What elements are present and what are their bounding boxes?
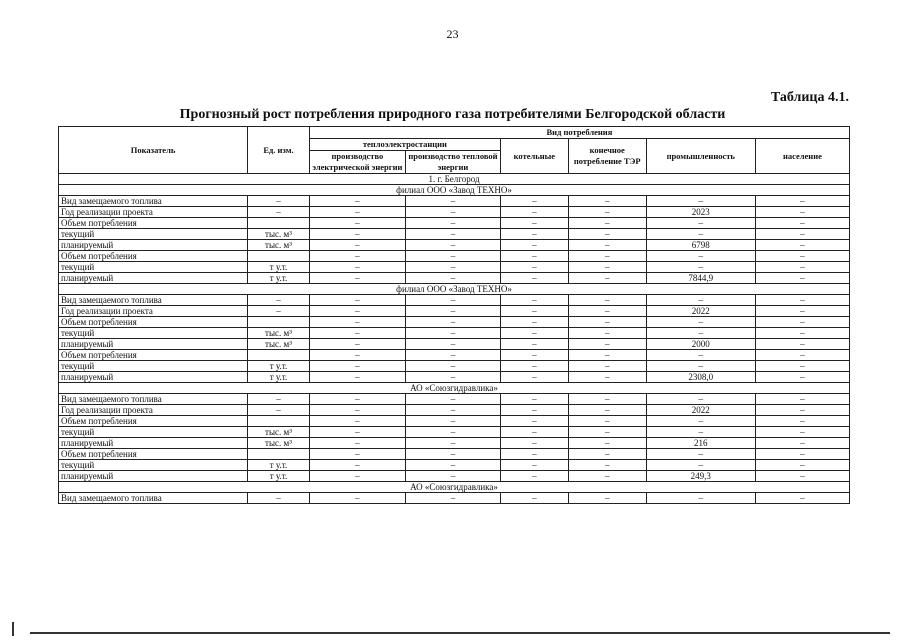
header-thermal: производство тепловой энергии [405, 151, 500, 174]
cell-electric: – [309, 350, 405, 361]
cell-electric: – [309, 449, 405, 460]
cell-population: – [755, 339, 849, 350]
cell-final: – [568, 207, 646, 218]
cell-industry: – [646, 262, 755, 273]
row-label: текущий [59, 229, 248, 240]
cell-industry: 2000 [646, 339, 755, 350]
table-row [59, 306, 850, 317]
table-header [59, 127, 850, 174]
cell-industry: 216 [646, 438, 755, 449]
cell-boilers: – [500, 328, 568, 339]
table-row [59, 350, 850, 361]
cell-thermal: – [405, 361, 500, 372]
cell-thermal: – [405, 405, 500, 416]
cell-boilers: – [500, 306, 568, 317]
cell-boilers: – [500, 218, 568, 229]
cell-thermal: – [405, 229, 500, 240]
cell-boilers: – [500, 317, 568, 328]
cell-industry: – [646, 493, 755, 504]
cell-population: – [755, 240, 849, 251]
cell-boilers: – [500, 273, 568, 284]
row-unit: тыс. м³ [248, 427, 310, 438]
row-label: Год реализации проекта [59, 207, 248, 218]
cell-electric: – [309, 427, 405, 438]
cell-industry: – [646, 394, 755, 405]
cell-population: – [755, 405, 849, 416]
cell-final: – [568, 317, 646, 328]
row-label: Год реализации проекта [59, 306, 248, 317]
cell-industry: – [646, 251, 755, 262]
scan-edge-mark [12, 622, 14, 636]
cell-electric: – [309, 372, 405, 383]
cell-final: – [568, 196, 646, 207]
section-row [59, 185, 850, 196]
table-number: Таблица 4.1. [770, 90, 849, 105]
cell-industry: 2022 [646, 405, 755, 416]
section-title: АО «Союзгидравлика» [59, 383, 850, 394]
cell-final: – [568, 405, 646, 416]
row-label: текущий [59, 460, 248, 471]
table-row [59, 295, 850, 306]
row-label: планируемый [59, 240, 248, 251]
bottom-rule [30, 632, 890, 634]
cell-population: – [755, 394, 849, 405]
cell-final: – [568, 218, 646, 229]
cell-boilers: – [500, 372, 568, 383]
row-label: текущий [59, 427, 248, 438]
cell-thermal: – [405, 317, 500, 328]
row-unit [248, 317, 310, 328]
cell-thermal: – [405, 350, 500, 361]
cell-thermal: – [405, 394, 500, 405]
row-unit [248, 218, 310, 229]
cell-population: – [755, 438, 849, 449]
cell-thermal: – [405, 416, 500, 427]
row-label: текущий [59, 328, 248, 339]
cell-final: – [568, 427, 646, 438]
cell-population: – [755, 295, 849, 306]
section-row [59, 284, 850, 295]
cell-electric: – [309, 251, 405, 262]
cell-thermal: – [405, 449, 500, 460]
cell-final: – [568, 295, 646, 306]
cell-final: – [568, 306, 646, 317]
header-electric: производство электрической энергии [309, 151, 405, 174]
row-unit [248, 449, 310, 460]
row-label: Объем потребления [59, 449, 248, 460]
cell-thermal: – [405, 196, 500, 207]
row-unit: – [248, 207, 310, 218]
cell-population: – [755, 306, 849, 317]
table-row [59, 317, 850, 328]
table-row [59, 493, 850, 504]
cell-final: – [568, 471, 646, 482]
section-title: АО «Союзгидравлика» [59, 482, 850, 493]
row-unit: тыс. м³ [248, 438, 310, 449]
cell-thermal: – [405, 328, 500, 339]
cell-final: – [568, 262, 646, 273]
cell-electric: – [309, 493, 405, 504]
header-boilers: котельные [500, 139, 568, 174]
cell-final: – [568, 328, 646, 339]
cell-industry: – [646, 427, 755, 438]
table-row [59, 361, 850, 372]
cell-industry: – [646, 350, 755, 361]
row-unit: т у.т. [248, 471, 310, 482]
cell-electric: – [309, 339, 405, 350]
cell-population: – [755, 350, 849, 361]
cell-industry: 6798 [646, 240, 755, 251]
cell-final: – [568, 339, 646, 350]
cell-final: – [568, 251, 646, 262]
cell-population: – [755, 471, 849, 482]
cell-final: – [568, 460, 646, 471]
row-unit: – [248, 394, 310, 405]
cell-boilers: – [500, 460, 568, 471]
cell-electric: – [309, 229, 405, 240]
table-row [59, 328, 850, 339]
table-row [59, 262, 850, 273]
cell-population: – [755, 416, 849, 427]
row-label: Вид замещаемого топлива [59, 295, 248, 306]
cell-electric: – [309, 361, 405, 372]
header-industry: промышленность [646, 139, 755, 174]
table-row [59, 416, 850, 427]
table-row [59, 229, 850, 240]
cell-boilers: – [500, 262, 568, 273]
row-unit: – [248, 295, 310, 306]
row-unit [248, 350, 310, 361]
row-label: планируемый [59, 339, 248, 350]
cell-electric: – [309, 273, 405, 284]
cell-boilers: – [500, 350, 568, 361]
row-label: планируемый [59, 438, 248, 449]
cell-boilers: – [500, 196, 568, 207]
cell-population: – [755, 493, 849, 504]
row-label: Вид замещаемого топлива [59, 394, 248, 405]
cell-industry: – [646, 218, 755, 229]
row-label: Объем потребления [59, 416, 248, 427]
cell-electric: – [309, 207, 405, 218]
cell-final: – [568, 493, 646, 504]
cell-population: – [755, 262, 849, 273]
row-unit: т у.т. [248, 361, 310, 372]
cell-thermal: – [405, 460, 500, 471]
cell-thermal: – [405, 207, 500, 218]
cell-boilers: – [500, 493, 568, 504]
row-label: Вид замещаемого топлива [59, 196, 248, 207]
gas-consumption-table [58, 126, 850, 504]
cell-population: – [755, 328, 849, 339]
cell-industry: 7844,9 [646, 273, 755, 284]
cell-boilers: – [500, 339, 568, 350]
cell-electric: – [309, 394, 405, 405]
cell-final: – [568, 273, 646, 284]
row-label: планируемый [59, 471, 248, 482]
row-label: Вид замещаемого топлива [59, 493, 248, 504]
section-title: филиал ООО «Завод ТЕХНО» [59, 185, 850, 196]
cell-boilers: – [500, 471, 568, 482]
cell-final: – [568, 416, 646, 427]
row-label: Объем потребления [59, 218, 248, 229]
header-indicator: Показатель [59, 127, 248, 174]
cell-population: – [755, 251, 849, 262]
cell-thermal: – [405, 295, 500, 306]
row-label: Год реализации проекта [59, 405, 248, 416]
row-unit: тыс. м³ [248, 240, 310, 251]
cell-boilers: – [500, 449, 568, 460]
row-unit: – [248, 306, 310, 317]
cell-final: – [568, 394, 646, 405]
header-chp: теплоэлектростанции [309, 139, 500, 151]
cell-electric: – [309, 295, 405, 306]
table-row [59, 240, 850, 251]
cell-population: – [755, 196, 849, 207]
cell-population: – [755, 229, 849, 240]
cell-boilers: – [500, 405, 568, 416]
cell-electric: – [309, 328, 405, 339]
cell-final: – [568, 350, 646, 361]
cell-thermal: – [405, 273, 500, 284]
header-unit: Ед. изм. [248, 127, 310, 174]
table-row [59, 394, 850, 405]
row-label: планируемый [59, 372, 248, 383]
cell-boilers: – [500, 361, 568, 372]
cell-population: – [755, 361, 849, 372]
section-row [59, 482, 850, 493]
cell-population: – [755, 207, 849, 218]
cell-industry: – [646, 361, 755, 372]
table-body [59, 174, 850, 504]
cell-population: – [755, 372, 849, 383]
cell-electric: – [309, 218, 405, 229]
header-final-consumption: конечное потребление ТЭР [568, 139, 646, 174]
cell-thermal: – [405, 251, 500, 262]
cell-population: – [755, 460, 849, 471]
cell-industry: – [646, 416, 755, 427]
table-row [59, 449, 850, 460]
table-row [59, 405, 850, 416]
city-label: 1. г. Белгород [59, 174, 850, 185]
cell-thermal: – [405, 471, 500, 482]
cell-final: – [568, 240, 646, 251]
row-label: Объем потребления [59, 350, 248, 361]
table-row [59, 471, 850, 482]
cell-electric: – [309, 317, 405, 328]
table-row [59, 427, 850, 438]
cell-electric: – [309, 460, 405, 471]
cell-industry: – [646, 317, 755, 328]
cell-thermal: – [405, 427, 500, 438]
cell-thermal: – [405, 372, 500, 383]
cell-industry: – [646, 295, 755, 306]
table-row [59, 372, 850, 383]
city-row [59, 174, 850, 185]
cell-industry: 2023 [646, 207, 755, 218]
row-unit: – [248, 493, 310, 504]
document-title: Прогнозный рост потребления природного газа потребителями Белгородской области [179, 107, 726, 122]
cell-boilers: – [500, 394, 568, 405]
row-unit [248, 416, 310, 427]
row-unit: тыс. м³ [248, 229, 310, 240]
row-unit: т у.т. [248, 460, 310, 471]
cell-thermal: – [405, 438, 500, 449]
row-label: Объем потребления [59, 317, 248, 328]
table-row [59, 438, 850, 449]
cell-electric: – [309, 240, 405, 251]
cell-industry: – [646, 229, 755, 240]
cell-final: – [568, 229, 646, 240]
table-row [59, 460, 850, 471]
cell-boilers: – [500, 295, 568, 306]
table-row [59, 339, 850, 350]
cell-industry: 2308,0 [646, 372, 755, 383]
table-row [59, 207, 850, 218]
row-unit: тыс. м³ [248, 339, 310, 350]
table-row [59, 218, 850, 229]
row-label: Объем потребления [59, 251, 248, 262]
cell-final: – [568, 372, 646, 383]
page-number: 23 [446, 27, 459, 41]
cell-boilers: – [500, 251, 568, 262]
cell-boilers: – [500, 207, 568, 218]
cell-electric: – [309, 196, 405, 207]
row-unit: тыс. м³ [248, 328, 310, 339]
cell-industry: 249,3 [646, 471, 755, 482]
row-label: планируемый [59, 273, 248, 284]
row-unit: – [248, 405, 310, 416]
cell-population: – [755, 218, 849, 229]
row-label: текущий [59, 262, 248, 273]
cell-boilers: – [500, 416, 568, 427]
table-row [59, 273, 850, 284]
cell-thermal: – [405, 339, 500, 350]
header-population: население [755, 139, 849, 174]
cell-final: – [568, 449, 646, 460]
cell-population: – [755, 317, 849, 328]
cell-population: – [755, 427, 849, 438]
cell-population: – [755, 273, 849, 284]
row-unit: т у.т. [248, 262, 310, 273]
row-unit [248, 251, 310, 262]
cell-industry: 2022 [646, 306, 755, 317]
cell-electric: – [309, 438, 405, 449]
cell-industry: – [646, 460, 755, 471]
cell-final: – [568, 438, 646, 449]
cell-thermal: – [405, 262, 500, 273]
cell-boilers: – [500, 229, 568, 240]
cell-thermal: – [405, 240, 500, 251]
header-consumption-type: Вид потребления [309, 127, 849, 139]
cell-electric: – [309, 471, 405, 482]
cell-electric: – [309, 262, 405, 273]
cell-electric: – [309, 405, 405, 416]
cell-boilers: – [500, 427, 568, 438]
cell-industry: – [646, 196, 755, 207]
cell-thermal: – [405, 306, 500, 317]
cell-electric: – [309, 416, 405, 427]
cell-industry: – [646, 449, 755, 460]
cell-population: – [755, 449, 849, 460]
cell-thermal: – [405, 493, 500, 504]
row-unit: т у.т. [248, 273, 310, 284]
cell-industry: – [646, 328, 755, 339]
cell-boilers: – [500, 438, 568, 449]
row-unit: – [248, 196, 310, 207]
table-row [59, 196, 850, 207]
cell-thermal: – [405, 218, 500, 229]
section-title: филиал ООО «Завод ТЕХНО» [59, 284, 850, 295]
section-row [59, 383, 850, 394]
row-label: текущий [59, 361, 248, 372]
table-row [59, 251, 850, 262]
cell-boilers: – [500, 240, 568, 251]
cell-electric: – [309, 306, 405, 317]
row-unit: т у.т. [248, 372, 310, 383]
cell-final: – [568, 361, 646, 372]
